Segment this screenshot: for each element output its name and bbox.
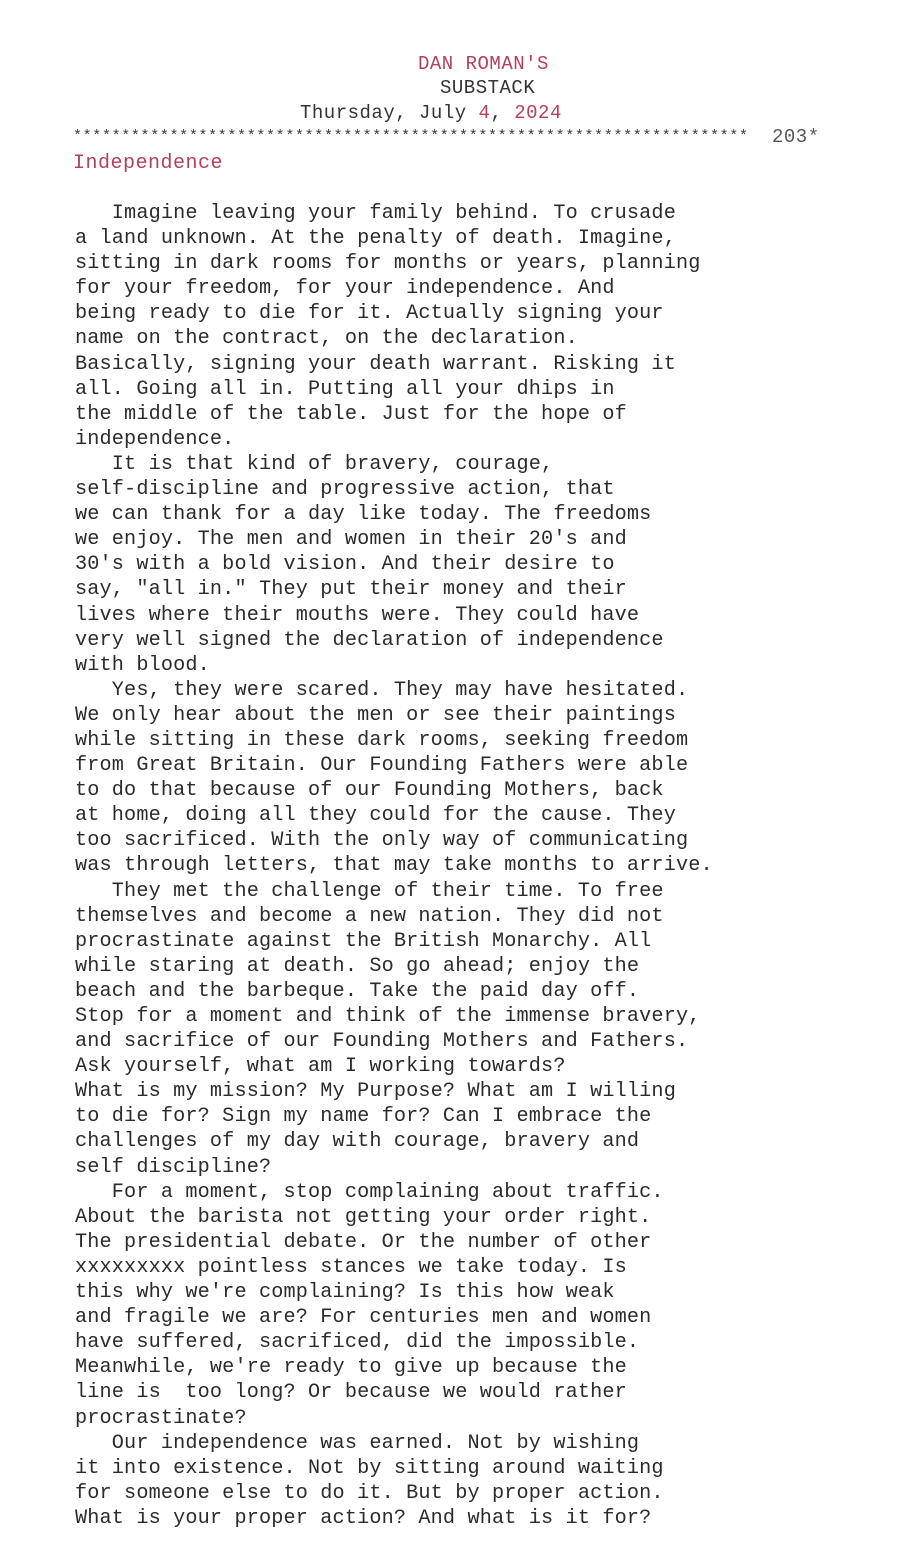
body-line: line is too long? Or because we would rather xyxy=(75,1381,627,1405)
body-line: while sitting in these dark rooms, seeking freedom xyxy=(75,728,689,752)
body-line: challenges of my day with courage, bravery and xyxy=(75,1130,640,1154)
body-line: procrastinate against the British Monarchy. All xyxy=(75,929,652,953)
body-line: What is your proper action? And what is it for? xyxy=(75,1506,652,1530)
body-line: We only hear about the men or see their paintings xyxy=(75,703,676,727)
body-line: Imagine leaving your family behind. To crusade xyxy=(75,202,676,225)
body-line: we enjoy. The men and women in their 20's and xyxy=(75,528,627,552)
asterisk-divider: ********************************************************************** xyxy=(73,128,749,145)
body-line: It is that kind of bravery, courage, xyxy=(75,452,554,476)
essay-body xyxy=(75,201,865,1531)
body-line: themselves and become a new nation. They did not xyxy=(75,904,664,928)
date-day: 4 xyxy=(478,102,491,124)
body-line: all. Going all in. Putting all your dhips in xyxy=(75,377,615,401)
body-line: name on the contract, on the declaration. xyxy=(75,327,578,351)
issue-number: 203* xyxy=(772,126,820,148)
body-line: say, "all in." They put their money and their xyxy=(75,578,627,602)
body-line: and sacrifice of our Founding Mothers and Fathers. xyxy=(75,1030,689,1054)
body-line: and fragile we are? For centuries men and women xyxy=(75,1306,652,1330)
body-line: For a moment, stop complaining about traffic. xyxy=(75,1180,664,1204)
date-year: 2024 xyxy=(514,102,562,124)
body-line: with blood. xyxy=(75,653,210,677)
body-line: very well signed the declaration of independence xyxy=(75,628,664,652)
body-line: to do that because of our Founding Mothers, back xyxy=(75,779,664,803)
body-line: xxxxxxxxx pointless stances we take today. Is xyxy=(75,1255,627,1279)
body-line: Stop for a moment and think of the immense bravery, xyxy=(75,1005,701,1028)
body-line: procrastinate? xyxy=(75,1406,247,1430)
body-line: 30's with a bold vision. And their desire to xyxy=(75,553,615,577)
body-line: Meanwhile, we're ready to give up because the xyxy=(75,1356,627,1380)
body-line: too sacrificed. With the only way of communicating xyxy=(75,829,689,853)
body-line: for someone else to do it. But by proper action. xyxy=(75,1481,664,1505)
body-line: the middle of the table. Just for the hope of xyxy=(75,402,627,426)
body-line: What is my mission? My Purpose? What am I willing xyxy=(75,1080,676,1104)
body-line: from Great Britain. Our Founding Fathers were able xyxy=(75,754,689,778)
body-line: it into existence. Not by sitting around waiting xyxy=(75,1456,664,1480)
body-line: About the barista not getting your order right. xyxy=(75,1205,652,1229)
body-line: beach and the barbeque. Take the paid day off. xyxy=(75,979,640,1003)
date-prefix: Thursday, July xyxy=(300,102,479,124)
body-line: They met the challenge of their time. To free xyxy=(75,879,664,903)
body-line: self-discipline and progressive action, that xyxy=(75,478,615,502)
body-line: we can thank for a day like today. The freedoms xyxy=(75,503,652,527)
body-line: Our independence was earned. Not by wishing xyxy=(75,1431,640,1455)
body-line: Ask yourself, what am I working towards? xyxy=(75,1055,566,1079)
body-line: independence. xyxy=(75,427,235,451)
body-line: was through letters, that may take months to arrive. xyxy=(75,854,713,878)
body-line: a land unknown. At the penalty of death. Imagine, xyxy=(75,227,676,251)
body-line: lives where their mouths were. They could have xyxy=(75,603,640,627)
body-line: this why we're complaining? Is this how weak xyxy=(75,1281,615,1305)
body-line: for your freedom, for your independence. And xyxy=(75,277,615,301)
body-line: self discipline? xyxy=(75,1155,272,1179)
body-line: sitting in dark rooms for months or years, planning xyxy=(75,252,701,276)
body-line: Basically, signing your death warrant. Risking it xyxy=(75,352,676,376)
body-line: to die for? Sign my name for? Can I embrace the xyxy=(75,1105,652,1129)
essay-title: Independence xyxy=(73,152,224,175)
body-line: while staring at death. So go ahead; enjoy the xyxy=(75,954,640,978)
publication-name: SUBSTACK xyxy=(440,77,536,99)
date-line xyxy=(300,101,562,125)
body-line: at home, doing all they could for the cause. They xyxy=(75,804,676,828)
body-line: being ready to die for it. Actually signing your xyxy=(75,302,664,326)
brand-name: DAN ROMAN'S xyxy=(418,53,549,75)
body-line: have suffered, sacrificed, did the impossible. xyxy=(75,1331,640,1355)
date-separator: , xyxy=(490,102,515,124)
body-line: The presidential debate. Or the number of other xyxy=(75,1230,652,1254)
body-line: Yes, they were scared. They may have hesitated. xyxy=(75,678,689,702)
